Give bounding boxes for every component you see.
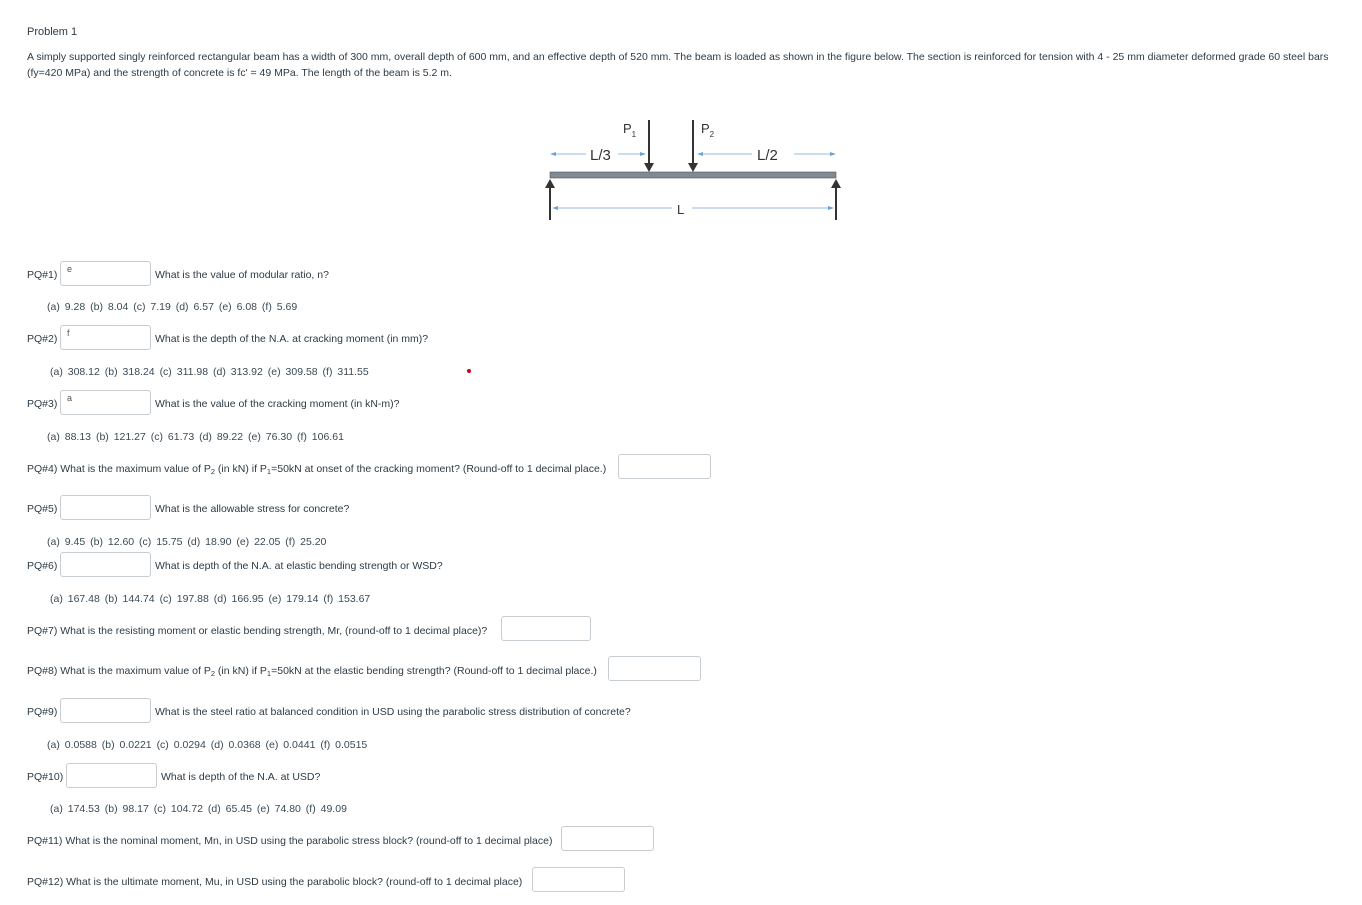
problem-title: Problem 1: [27, 26, 78, 38]
pq11-answer-field[interactable]: [561, 826, 654, 851]
pq5-choices: (a) 9.45 (b) 12.60 (c) 15.75 (d) 18.90 (e) 22.05 (f) 25.20: [47, 536, 327, 548]
pq8-question: PQ#8) What is the maximum value of $P_2$ (in kN) if $P_1=50kN$ at the elastic bending strength? (Round-off to 1 decimal place.): [27, 665, 597, 678]
pq4-question: PQ#4) What is the maximum value of $P_2$ (in kN) if $P_1=50kN$ at onset of the cracking moment? (Round-off to 1 decimal place.): [27, 463, 607, 476]
pq2-question: What is the depth of the N.A. at cracking moment (in mm)?: [155, 333, 429, 345]
pq3-choices: (a) 88.13 (b) 121.27 (c) 61.73 (d) 89.22 (e) 76.30 (f) 106.61: [47, 431, 344, 443]
pq6-label: PQ#6): [27, 560, 58, 572]
p2-label: $P_2$: [701, 121, 715, 139]
pq8-answer-field[interactable]: [608, 656, 701, 681]
span-label: L: [677, 202, 685, 217]
pq4-answer-field[interactable]: [618, 454, 711, 479]
pq1-label: PQ#1): [27, 269, 58, 281]
p2-arrow: [688, 163, 698, 172]
pq3-answer-field[interactable]: a: [60, 390, 151, 415]
pq9-question: What is the steel ratio at balanced condition in USD using the parabolic stress distribution of concrete?: [155, 706, 631, 718]
pq2-answer-field[interactable]: f: [60, 325, 151, 350]
pq9-label: PQ#9): [27, 706, 58, 718]
pq3-question: What is the value of the cracking moment (in kN-m)?: [155, 398, 400, 410]
p1-arrow: [644, 163, 654, 172]
beam: [550, 172, 836, 178]
problem-description: A simply supported singly reinforced rectangular beam has a width of 300 mm, overall depth of 600 mm, and an effective depth of 520 mm. The beam is loaded as shown in the figure below. The section is reinforced for tension with 4 - 25 mm diameter deformed grade 60 steel bars (fy=420 MPa) and the strength of concrete is fc' = 49 MPa. The length of the beam is 5.2 m.: [27, 51, 1329, 79]
pq7-question: PQ#7) What is the resisting moment or elastic bending strength, Mr, (round-off to 1 decimal place)?: [27, 625, 488, 637]
pq9-choices: (a) 0.0588 (b) 0.0221 (c) 0.0294 (d) 0.0368 (e) 0.0441 (f) 0.0515: [47, 739, 368, 751]
pq3-label: PQ#3): [27, 398, 58, 410]
pq6-answer-field[interactable]: [60, 552, 151, 577]
dim-right-label: L/2: [757, 147, 778, 164]
pq10-question: What is depth of the N.A. at USD?: [161, 771, 321, 783]
pq1-answer-field[interactable]: e: [60, 261, 151, 286]
pq12-question: PQ#12) What is the ultimate moment, Mu, in USD using the parabolic block? (round-off to 1 decimal place): [27, 876, 523, 888]
p1-label: $P_1$: [623, 121, 637, 139]
pq11-question: PQ#11) What is the nominal moment, Mn, in USD using the parabolic stress block? (round-off to 1 decimal place): [27, 835, 553, 847]
beam-diagram: [540, 110, 850, 225]
pq2-choices: (a) 308.12 (b) 318.24 (c) 311.98 (d) 313.92 (e) 309.58 (f) 311.55: [50, 366, 369, 378]
pq1-question: What is the value of modular ratio, n?: [155, 269, 329, 281]
dim-left-label: L/3: [590, 147, 611, 164]
pq5-question: What is the allowable stress for concrete?: [155, 503, 350, 515]
pq7-answer-field[interactable]: [501, 616, 591, 641]
pq12-answer-field[interactable]: [532, 867, 625, 892]
pq5-label: PQ#5): [27, 503, 58, 515]
pq5-answer-field[interactable]: [60, 495, 151, 520]
left-support-arrow: [545, 179, 555, 188]
pq6-choices: (a) 167.48 (b) 144.74 (c) 197.88 (d) 166.95 (e) 179.14 (f) 153.67: [50, 593, 371, 605]
pq10-choices: (a) 174.53 (b) 98.17 (c) 104.72 (d) 65.45 (e) 74.80 (f) 49.09: [50, 803, 347, 815]
pq10-label: PQ#10): [27, 771, 64, 783]
pq6-question: What is depth of the N.A. at elastic bending strength or WSD?: [155, 560, 443, 572]
pq1-choices: (a) 9.28 (b) 8.04 (c) 7.19 (d) 6.57 (e) 6.08 (f) 5.69: [47, 301, 298, 313]
pq10-answer-field[interactable]: [66, 763, 157, 788]
right-support-arrow: [831, 179, 841, 188]
pq2-label: PQ#2): [27, 333, 58, 345]
red-dot-marker: [467, 369, 471, 373]
pq9-answer-field[interactable]: [60, 698, 151, 723]
